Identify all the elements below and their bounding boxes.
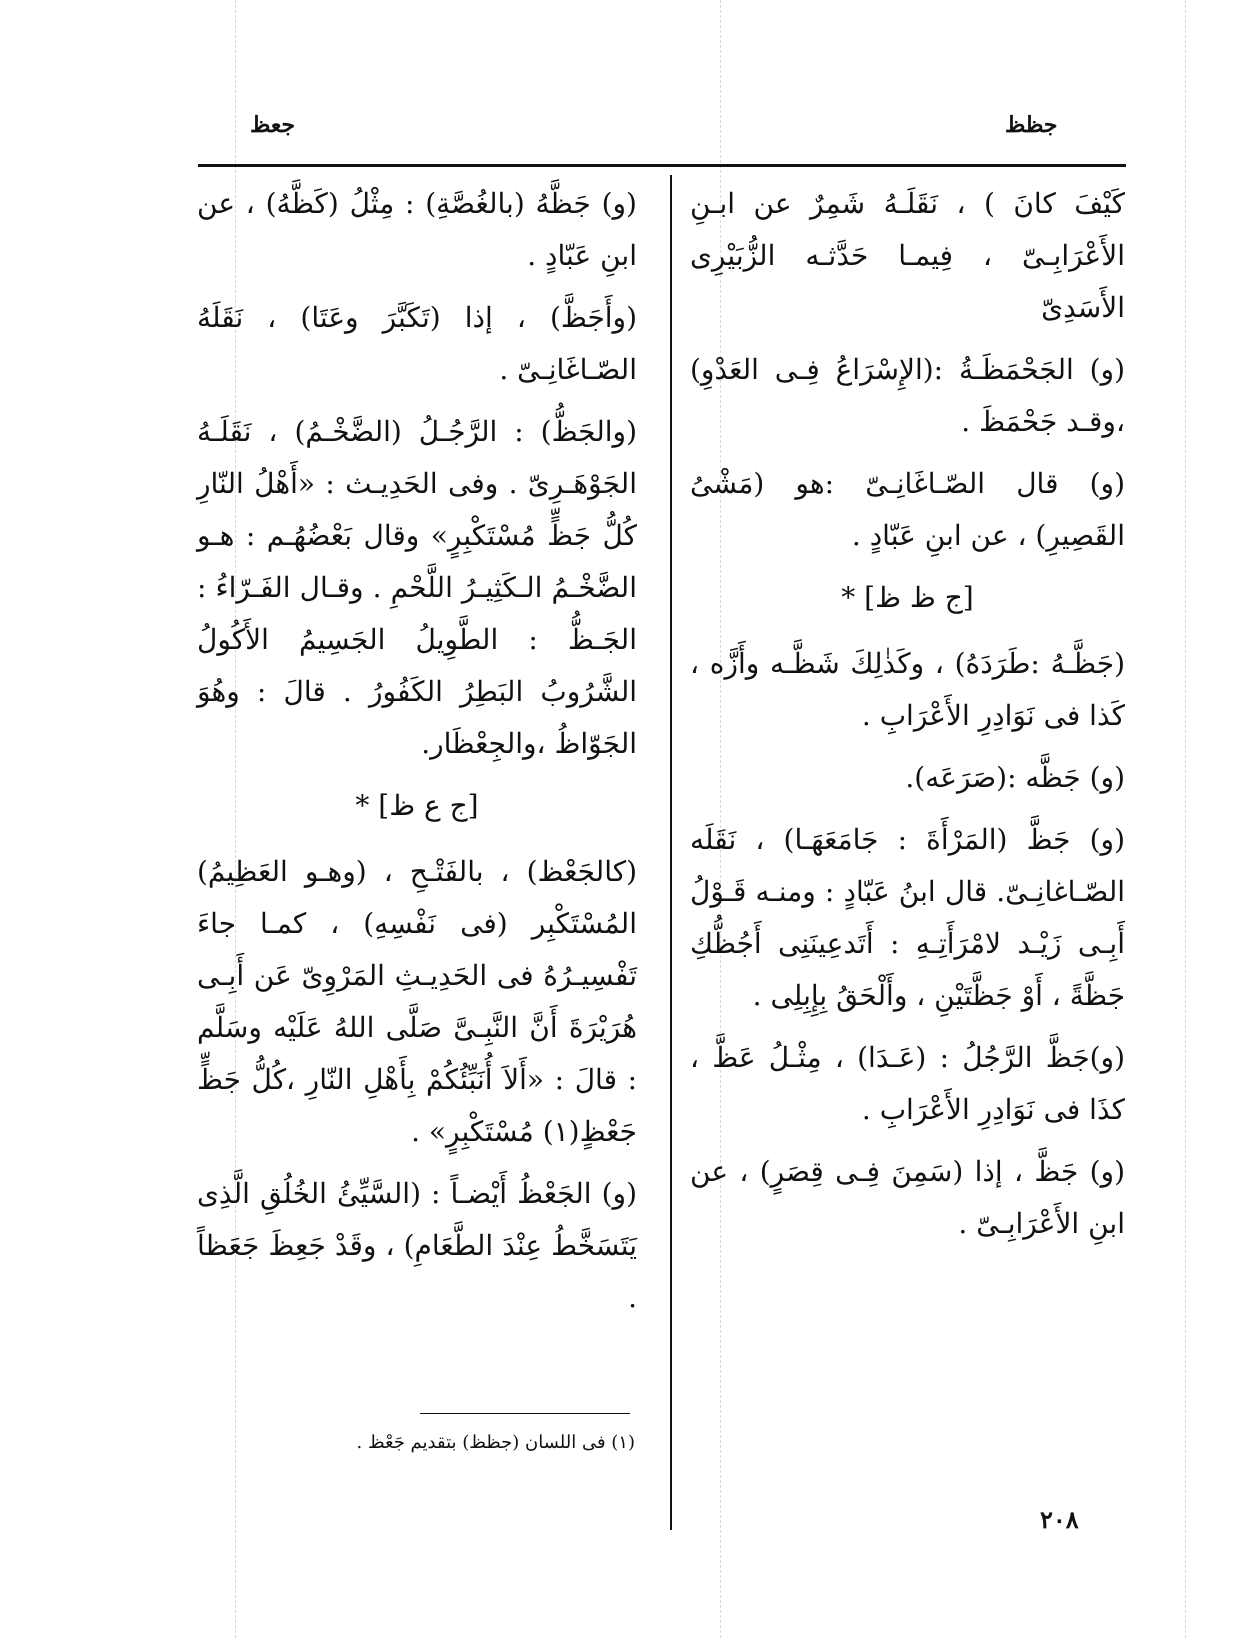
header-root-left: جعظ: [250, 112, 296, 138]
footnote: (١) فى اللسان (جظظ) بتقديم جَعْظ .: [356, 1432, 635, 1453]
root-heading: [ج ع ظ] *: [355, 789, 479, 822]
entry-paragraph: (و) جَظَّه :(صَرَعَه).: [905, 761, 1125, 794]
footnote-rule: [420, 1413, 630, 1414]
entry-paragraph: (وأَجَظَّ) ، إذا (تَكَبَّرَ وعَتَا) ، نَقَلَهُ الصّـاغَانِـىّ .: [197, 301, 637, 386]
column-divider: [670, 175, 672, 1530]
entry-paragraph: (والجَظُّ) : الرَّجُـلُ (الضَّخْـمُ) ، نَقَلَـهُ الجَوْهَـرِىّ . وفى الحَدِيـث : «أَهْلُ النّارِ كُلُّ جَظٍّ مُسْتَكْبِرٍ» وقال بَعْضُهُـم : هـو الضَّخْـمُ الـكَثِيـرُ اللَّحْمِ . وقـال الفَـرّاءُ : الجَـظُّ : الطَّوِيلُ الجَسِيمُ الأَكُولُ الشَّرُوبُ البَطِرُ الكَفُورُ . قالَ : وهُوَ الجَوّاظُ ،والجِعْظَار.: [197, 415, 637, 760]
header-root-right: جظظ: [1005, 112, 1058, 138]
header-rule: [198, 164, 1126, 167]
entry-paragraph: كَيْفَ كانَ ) ، نَقَلَـهُ شَمِرٌ عن ابـنِ الأَعْرَابِـىّ ، فِيمـا حَدَّثـه الزُّبَيْرِى الأَسَدِىّ: [690, 187, 1125, 324]
entry-paragraph: (و)جَظَّ الرَّجُلُ : (عَـدَا) ، مِثْـلُ عَظَّ ، كذَا فى نَوَادِرِ الأَعْرَابِ .: [690, 1041, 1125, 1126]
right-column: [690, 178, 1125, 1260]
scan-guide-line: [1185, 0, 1186, 1638]
page-number: ٢٠٨: [1040, 1505, 1079, 1534]
entry-paragraph: (جَظَّـهُ :طَرَدَهُ) ، وكَذٰلِكَ شَظَّـه وأَزَّه ، كَذا فى نَوَادِرِ الأَعْرَابِ .: [690, 647, 1125, 732]
entry-paragraph: (و) جَظَّ ، إذا (سَمِنَ فِـى قِصَرٍ) ، عن ابنِ الأَعْرَابِـىّ .: [690, 1155, 1125, 1240]
entry-paragraph: (و) قال الصّـاغَانِـىّ :هو (مَشْىُ القَصِيرِ) ، عن ابنِ عَبّادٍ .: [690, 467, 1125, 552]
entry-paragraph: (كالجَعْظ) ، بالفَتْـحِ ، (وهـو العَظِيمُ) المُسْتَكْبِر (فى نَفْسِهِ) ، كمـا جاءَ تَفْسِيـرُهُ فى الحَدِيـثِ المَرْوِىّ عَن أَبِـى هُرَيْرَةَ أَنَّ النَّبِـىَّ صَلَّى اللهُ عَلَيْه وسَلَّم : قالَ : «أَلاَ أُنَبِّئُكُمْ بِأَهْلِ النّارِ ،كُلُّ جَظٍّ جَعْظٍ(١) مُسْتَكْبِرٍ» .: [197, 855, 637, 1148]
entry-paragraph: (و) الجَحْمَظَـةُ :(الإِسْرَاعُ فِـى العَدْوِ) ،وقـد جَحْمَظَ .: [690, 353, 1125, 438]
entry-paragraph: (و) الجَعْظُ أَيْضـاً : (السَّيِّئُ الخُلُقِ الَّذِى يَتَسَخَّطُ عِنْدَ الطَّعَامِ) ، وقَدْ جَعِظَ جَعَظاً .: [197, 1177, 637, 1314]
left-column: [197, 178, 637, 1334]
root-heading: [ج ظ ظ] *: [841, 581, 974, 614]
entry-paragraph: (و) جَظَّهُ (بالغُصَّةِ) : مِثْلُ (كَظَّهُ) ، عن ابنِ عَبّادٍ .: [197, 187, 637, 272]
entry-paragraph: (و) جَظَّ (المَرْأَةَ : جَامَعَهَـا) ، نَقَلَه الصّـاغانِـىّ. قال ابنُ عَبّادٍ : ومنـه قَـوْلُ أَبِـى زَيْـد لامْرَأَتِـهِ : أَتَدعِينَنِى أَجُظُّكِ جَظَّةً ، أَوْ جَظَّتَيْنِ ، وأَلْحَقُ بِإِبِلِى .: [690, 823, 1125, 1012]
